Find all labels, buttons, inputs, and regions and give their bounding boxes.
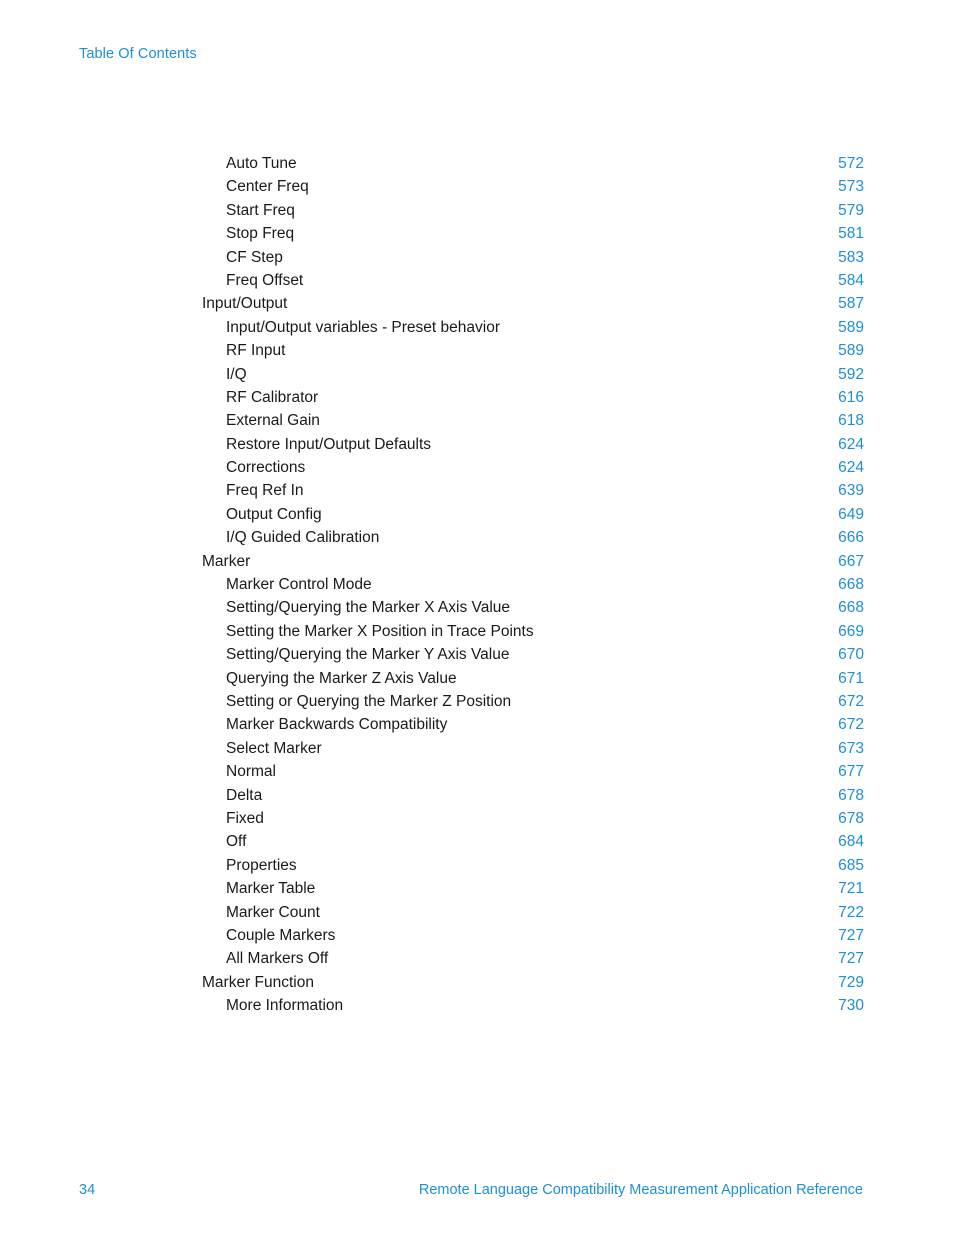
toc-entry[interactable]: [202, 760, 864, 783]
footer-page-number: 34: [79, 1182, 96, 1198]
toc-entry-page-link[interactable]: 624: [838, 435, 864, 453]
toc-entry[interactable]: [202, 175, 864, 198]
toc-entry[interactable]: [202, 550, 864, 573]
toc-entry-page-link[interactable]: 727: [838, 926, 864, 944]
footer-document-title: Remote Language Compatibility Measurement Application Reference: [418, 1182, 863, 1198]
toc-entry-page-link[interactable]: 727: [838, 950, 864, 968]
toc-entry-page-link[interactable]: 671: [838, 669, 864, 687]
toc-entry[interactable]: [202, 643, 864, 666]
toc-entry-label[interactable]: Marker Control Mode: [226, 576, 372, 594]
toc-entry[interactable]: [202, 947, 864, 970]
toc-entry-label[interactable]: Marker Backwards Compatibility: [226, 716, 448, 734]
toc-entry-label[interactable]: Setting or Querying the Marker Z Position: [226, 692, 512, 710]
toc-entry-label[interactable]: I/Q: [226, 365, 247, 383]
toc-entry-page-link[interactable]: 618: [838, 412, 864, 430]
toc-entry-page-link[interactable]: 729: [838, 973, 864, 991]
toc-entry[interactable]: [202, 901, 864, 924]
toc-entry-page-link[interactable]: 730: [838, 997, 864, 1015]
toc-entry-label[interactable]: Freq Ref In: [226, 482, 304, 500]
toc-entry[interactable]: [202, 409, 864, 432]
toc-entry[interactable]: [202, 199, 864, 222]
toc-entry[interactable]: [202, 713, 864, 736]
toc-entry-page-link[interactable]: 673: [838, 739, 864, 757]
toc-entry-label[interactable]: Fixed: [226, 809, 264, 827]
toc-entry-page-link[interactable]: 677: [838, 763, 864, 781]
toc-entry-page-link[interactable]: 670: [838, 646, 864, 664]
toc-entry-label[interactable]: Input/Output: [202, 295, 288, 313]
toc-entry-label[interactable]: Marker Table: [226, 880, 316, 898]
toc-entry-page-link[interactable]: 672: [838, 692, 864, 710]
toc-entry[interactable]: [202, 807, 864, 830]
toc-entry-label[interactable]: Output Config: [226, 505, 322, 523]
toc-entry[interactable]: [202, 456, 864, 479]
toc-entry[interactable]: [202, 363, 864, 386]
toc-entry[interactable]: [202, 316, 864, 339]
toc-entry-page-link[interactable]: 581: [838, 225, 864, 243]
toc-entry-label[interactable]: Setting/Querying the Marker X Axis Value: [226, 599, 511, 617]
toc-entry-page-link[interactable]: 669: [838, 622, 864, 640]
toc-entry[interactable]: [202, 269, 864, 292]
toc-entry-label[interactable]: Restore Input/Output Defaults: [226, 435, 432, 453]
toc-entry-page-link[interactable]: 685: [838, 856, 864, 874]
toc-entry-label[interactable]: Delta: [226, 786, 263, 804]
toc-list: [202, 152, 864, 1017]
toc-entry-label[interactable]: Marker: [202, 552, 251, 570]
toc-entry-label[interactable]: Setting/Querying the Marker Y Axis Value: [226, 646, 510, 664]
toc-entry-page-link[interactable]: 672: [838, 716, 864, 734]
toc-entry-page-link[interactable]: 587: [838, 295, 864, 313]
toc-entry-page-link[interactable]: 668: [838, 576, 864, 594]
toc-entry-label[interactable]: Marker Function: [202, 973, 314, 991]
toc-entry-label[interactable]: Off: [226, 833, 247, 851]
toc-entry-page-link[interactable]: 678: [838, 786, 864, 804]
toc-entry-page-link[interactable]: 684: [838, 833, 864, 851]
toc-entry-label[interactable]: RF Input: [226, 342, 286, 360]
toc-entry[interactable]: [202, 152, 864, 175]
toc-entry-page-link[interactable]: 649: [838, 505, 864, 523]
toc-entry-page-link[interactable]: 589: [838, 342, 864, 360]
toc-entry-label[interactable]: Corrections: [226, 459, 306, 477]
toc-entry[interactable]: [202, 246, 864, 269]
toc-entry-page-link[interactable]: 616: [838, 388, 864, 406]
table-of-contents-link[interactable]: Table Of Contents: [79, 46, 197, 62]
toc-entry[interactable]: [202, 339, 864, 362]
toc-entry-label[interactable]: Setting the Marker X Position in Trace Points: [226, 622, 534, 640]
toc-entry[interactable]: [202, 479, 864, 502]
toc-entry-page-link[interactable]: 721: [838, 880, 864, 898]
toc-entry-page-link[interactable]: 573: [838, 178, 864, 196]
toc-entry-label[interactable]: External Gain: [226, 412, 320, 430]
toc-entry-page-link[interactable]: 666: [838, 529, 864, 547]
toc-entry-label[interactable]: CF Step: [226, 248, 283, 266]
toc-entry-page-link[interactable]: 583: [838, 248, 864, 266]
toc-entry-label[interactable]: Center Freq: [226, 178, 309, 196]
toc-entry[interactable]: [202, 596, 864, 619]
toc-entry-label[interactable]: Freq Offset: [226, 271, 304, 289]
toc-entry[interactable]: [202, 526, 864, 549]
toc-entry[interactable]: [202, 971, 864, 994]
toc-entry-label[interactable]: Auto Tune: [226, 155, 297, 172]
toc-entry-page-link[interactable]: 678: [838, 809, 864, 827]
toc-entry[interactable]: [202, 386, 864, 409]
toc-entry[interactable]: [202, 854, 864, 877]
toc-entry-label[interactable]: Select Marker: [226, 739, 322, 757]
toc-entry[interactable]: [202, 737, 864, 760]
toc-entry[interactable]: [202, 667, 864, 690]
toc-entry-label[interactable]: RF Calibrator: [226, 388, 319, 406]
toc-entry-label[interactable]: Stop Freq: [226, 225, 295, 243]
toc-entry[interactable]: [202, 222, 864, 245]
toc-entry-label[interactable]: Start Freq: [226, 201, 295, 219]
toc-entry[interactable]: [202, 830, 864, 853]
toc-entry-label[interactable]: More Information: [226, 997, 344, 1015]
toc-entry[interactable]: [202, 573, 864, 596]
toc-entry-page-link[interactable]: 722: [838, 903, 864, 921]
toc-entry[interactable]: [202, 620, 864, 643]
toc-entry-page-link[interactable]: 572: [838, 155, 864, 172]
toc-entry-label[interactable]: Querying the Marker Z Axis Value: [226, 669, 457, 687]
toc-entry[interactable]: [202, 924, 864, 947]
toc-entry-page-link[interactable]: 639: [838, 482, 864, 500]
toc-entry-page-link[interactable]: 668: [838, 599, 864, 617]
toc-entry-page-link[interactable]: 579: [838, 201, 864, 219]
toc-entry-page-link[interactable]: 667: [838, 552, 864, 570]
toc-entry-label[interactable]: Couple Markers: [226, 926, 336, 944]
toc-entry-label[interactable]: Input/Output variables - Preset behavior: [226, 318, 500, 336]
toc-entry[interactable]: [202, 690, 864, 713]
toc-entry-page-link[interactable]: 584: [838, 271, 864, 289]
toc-entry-label[interactable]: Properties: [226, 856, 297, 874]
toc-entry-page-link[interactable]: 589: [838, 318, 864, 336]
toc-entry[interactable]: [202, 784, 864, 807]
toc-entry-label[interactable]: All Markers Off: [226, 950, 329, 968]
toc-entry[interactable]: [202, 433, 864, 456]
toc-entry[interactable]: [202, 877, 864, 900]
toc-entry[interactable]: [202, 994, 864, 1017]
toc-entry[interactable]: [202, 292, 864, 315]
toc-entry-label[interactable]: Marker Count: [226, 903, 320, 921]
toc-entry-label[interactable]: Normal: [226, 763, 276, 781]
toc-entry-label[interactable]: I/Q Guided Calibration: [226, 529, 380, 547]
toc-entry-page-link[interactable]: 624: [838, 459, 864, 477]
toc-entry[interactable]: [202, 503, 864, 526]
toc-entry-page-link[interactable]: 592: [838, 365, 864, 383]
